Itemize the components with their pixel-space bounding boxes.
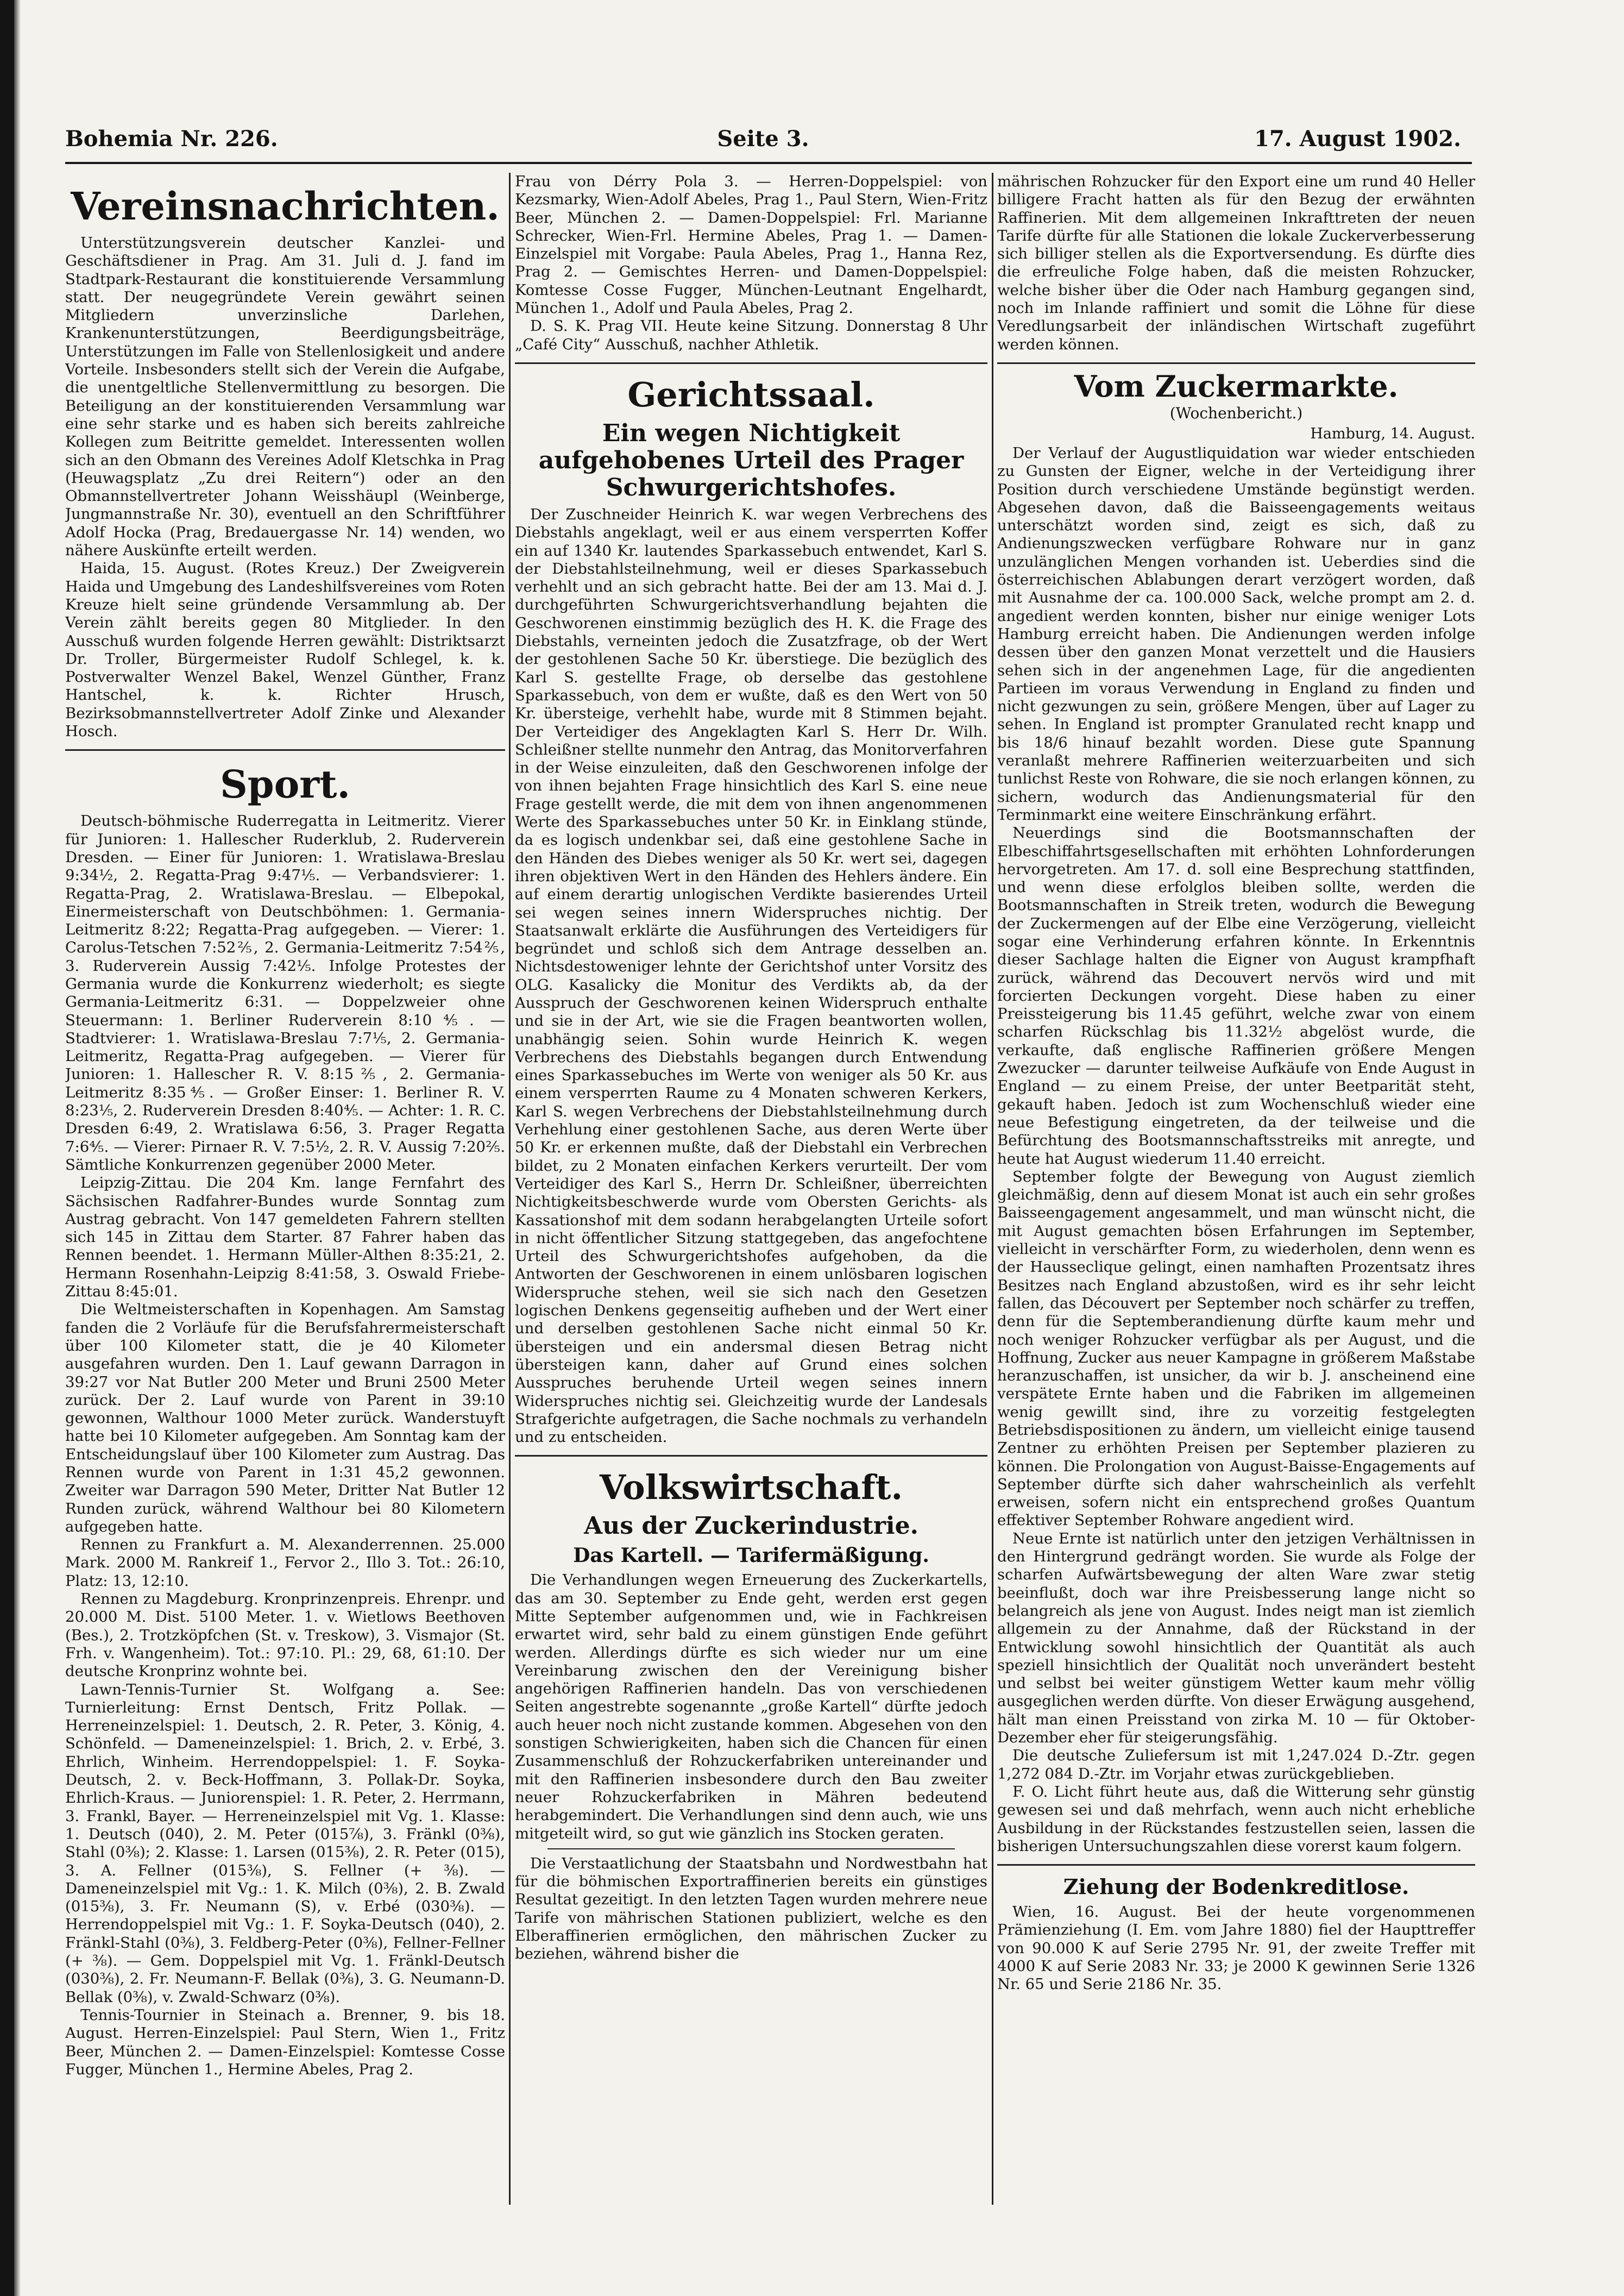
zuckermarkt-p5: Die deutsche Zuliefersum ist mit 1,247.024 D.-Ztr. gegen 1,272 084 D.-Ztr. im Vorjahr etwas zurückgeblieben. [997, 1747, 1475, 1783]
article-headline-zuckerindustrie: Aus der Zuckerindustrie. [584, 1512, 918, 1540]
article-rennen-frankfurt: Rennen zu Frankfurt a. M. Alexanderrennen. 25.000 Mark. 2000 M. Rankreif 1., Fervor 2., Illo 3. Tot.: 26:10, Platz: 13, 12:10. [65, 1536, 505, 1590]
page-edge-shadow [0, 0, 14, 2296]
article-ziehung: Wien, 16. August. Bei der heute vorgenommenen Prämienziehung (I. Em. vom Jahre 1880) fiel der Haupttreffer von 90.000 K auf Serie 2795 Nr. 91, der zweite Treffer mit 4000 K auf Serie 2083 Nr. 33; je 2000 K gewinnen Serie 1326 Nr. 65 und Serie 2186 Nr. 35. [997, 1903, 1475, 1993]
section-title-zuckermarkt: Vom Zuckermarkte. [1074, 368, 1399, 404]
article-unterstuetzungsverein: Unterstützungsverein deutscher Kanzlei- und Geschäftsdiener in Prag. Am 31. Juli d. J. fand im Stadtpark-Restaurant die konstituierende Versammlung statt. Der neugegründete Verein gewährt seinen Mitgliedern unverzinsliche Darlehen, Krankenunterstützungen, Beerdigungsbeiträge, Unterstützungen im Falle von Stellenlosigkeit und andere Vorteile. Insbesonders stellt sich der Verein die Aufgabe, die unentgeltliche Stellenvermittlung zu besorgen. Die Beteiligung an der konstituierenden Versammlung war eine sehr starke und es haben sich bereits zahlreiche Kollegen zum Beitritte gemeldet. Interessenten wollen sich an den Obmann des Vereines Adolf Kletschka in Prag (Heuwagsplatz „Zu drei Reitern“) oder an den Obmannstellvertreter Johann Weisshäupl (Weinberge, Jungmannstraße Nr. 30), eventuell an den Schriftführer Adolf Hocka (Prag, Bredauergasse Nr. 14) wenden, wo nähere Auskünfte erteilt werden. [65, 234, 505, 560]
section-title-ziehung: Ziehung der Bodenkreditlose. [1063, 1874, 1409, 1899]
header-date: 17. August 1902. [1254, 126, 1461, 152]
section-divider [515, 362, 987, 364]
section-divider [515, 1455, 987, 1457]
section-divider [997, 362, 1475, 364]
column-2 [515, 173, 987, 2205]
header-rule [65, 162, 1472, 164]
header-page-number: Seite 3. [717, 126, 809, 152]
article-tennis-steinach: Tennis-Tournier in Steinach a. Brenner, 9. bis 18. August. Herren-Einzelspiel: Paul Stern, Wien 1., Fritz Beer, München 2. — Damen-Einzelspiel: Komtesse Cosse Fugger, München 1., Hermine Abeles, Prag 2. [65, 2006, 505, 2078]
article-gerichtssaal-body: Der Zuschneider Heinrich K. war wegen Verbrechens des Diebstahls angeklagt, weil er aus einem versperrten Koffer ein auf 1340 Kr. lautendes Sparkassebuch entwendet, Karl S. der Diebstahlsteilnehmung, weil er dieses Sparkassebuch verhehlt und an sich gebracht hatte. Bei der am 13. Mai d. J. durchgeführten Schwurgerichtsverhandlung bejahten die Geschworenen einstimmig bezüglich des H. K. die Frage des Diebstahls, verneinten jedoch die Zusatzfrage, ob der Wert der gestohlenen Sache 50 Kr. überstiege. Die bezüglich des Karl S. gestellte Frage, ob derselbe das gestohlene Sparkassebuch, von dem er wußte, daß es den Wert von 50 Kr. übersteige, verhehlt habe, wurde mit 8 Stimmen bejaht. Der Verteidiger des Angeklagten Karl S. Herr Dr. Wilh. Schleißner stellte nunmehr den Antrag, das Monitorverfahren in der Weise einzuleiten, daß den Geschworenen infolge der von ihnen bejahten Frage hinsichtlich des Karl S. eine neue Frage gestellt werde, die mit dem von ihnen angenommenen Werte des Sparkassebuches unter 50 Kr. in Einklang stünde, da es logisch undenkbar sei, daß eine gestohlene Sache in den Händen des Diebes weniger als 50 Kr. wert sei, dagegen ihren objektiven Wert in den Händen des Hehlers ändere. Ein auf einem derartig unlogischen Verdikte basierendes Urteil sei wegen seines innern Widerspruches nichtig. Der Staatsanwalt erklärte die Ausführungen des Verteidigers für begründet und schloß sich dem Antrage desselben an. Nichtsdestoweniger lehnte der Gerichtshof unter Vorsitz des OLG. Kasalicky die Monitur des Verdikts ab, da der Ausspruch der Geschworenen keinen Widerspruch enthalte und sie in der Art, wie sie die Fragen beantworten wollen, unabhängig seien. Sohin wurde Heinrich K. wegen Verbrechens des Diebstahls begangen durch Entwendung eines Sparkassebuches im Werte von weniger als 50 Kr. aus einem versperrten Raume zu 4 Monaten schweren Kerkers, Karl S. wegen Verbrechens der Diebstahlsteilnehmung durch Verhehlung einer gestohlenen Sache, aus deren Werte über 50 Kr. er erkennen mußte, daß der Diebstahl ein Verbrechen bildet, zu 2 Monaten einfachen Kerkers verurteilt. Der vom Verteidiger des Karl S., Herrn Dr. Schleißner, überreichten Nichtigkeitsbeschwerde wurde vom Obersten Gerichts- als Kassationshof mit dem sodann herabgelangten Urteile sofort in nicht öffentlicher Sitzung stattgegeben, das angefochtene Urteil des Schwurgerichtshofes aufgehoben, da die Antworten der Geschworenen in einem unlösbaren logischen Widerspruche stehen, weil sie sich nach den Gesetzen logischen Denkens gegenseitig aufheben und der Wert einer und derselben gestohlenen Sache nicht einmal 50 Kr. übersteigen und ein andersmal diesen Betrag nicht übersteigen kann, daher auf Grund eines solchen Ausspruches beruhende Urteil wegen seines innern Widerspruches nichtig sei. Gleichzeitig wurde der Landesals Strafgerichte aufgetragen, die Sache nochmals zu verhandeln und zu entscheiden. [515, 505, 987, 1446]
page-edge-gradient [14, 0, 21, 2296]
section-divider [997, 1864, 1475, 1866]
section-divider [65, 749, 505, 751]
column-rule-1 [509, 173, 511, 2205]
article-divider [547, 1848, 955, 1849]
zuckermarkt-p2: Neuerdings sind die Bootsmannschaften der Elbeschiffahrtsgesellschaften mit erhöhten Lohnforderungen hervorgetreten. Am 17. d. soll eine Besprechung stattfinden, und wenn diese erfolglos bleiben sollte, werden die Bootsmannschaften in Streik treten, wodurch die Bewegung der Zuckermengen auf der Elbe eine Verzögerung, vielleicht sogar eine Verhinderung erfahren könnte. In Erkenntnis dieser Sachlage halten die Eigner von August krampfhaft zurück, während das Decouvert nervös wird und mit forcierten Deckungen vorgeht. Diese haben zu einer Preissteigerung bis 11.45 geführt, welche zwar von einem scharfen Rückschlag bis 11.32½ abgelöst wurde, die verkaufte, daß englische Raffinerien größere Mengen Zwezucker — darunter teilweise Aufkäufe von Ende August in England — zu einem Preise, der unter Beetparität steht, gekauft haben. Jedoch ist zum Wochenschluß wieder eine neue Befestigung eingetreten, da der teilweise und die Befürchtung des Bootsmannschaftsstreiks mit anregte, und heute hat August wiederum 11.40 erreicht. [997, 824, 1475, 1168]
article-tennis-continued: Frau von Dérry Pola 3. — Herren-Doppelspiel: von Kezsmarky, Wien-Adolf Abeles, Prag 1., Paul Stern, Wien-Fritz Beer, München 2. — Damen-Doppelspiel: Frl. Marianne Schrecker, Wien-Frl. Hermine Abeles, Prag 1. — Damen-Einzelspiel mit Vorgabe: Paula Abeles, Prag 1., Hanna Rez, Prag 2. — Gemischtes Herren- und Damen-Doppelspiel: Komtesse Cosse Fugger, München-Leutnant Engelhardt, München 1., Adolf und Paula Abeles, Prag 2. [515, 173, 987, 317]
zuckermarkt-p3: September folgte der Bewegung von August ziemlich gleichmäßig, denn auf diesem Monat ist auch ein sehr großes Baisseengagement angesammelt, und man wünscht nicht, die mit August gemachten bösen Erfahrungen im September, vielleicht in verschärfter Form, zu wiederholen, denn wenn es der Hausseclique gelingt, einen namhaften Prozentsatz ihres Besitzes nach England abzustoßen, wird es ihr sehr leicht fallen, das Découvert per September noch schärfer zu treffen, denn für die Septemberandienung dürfte kaum mehr und noch weniger Rohzucker verfügbar als per August, und die Hoffnung, Zucker aus neuer Kampagne in größerem Maßstabe heranzuschaffen, ist unsicher, da wir b. J. anscheinend eine verspätete Ernte haben und die Fabriken im allgemeinen wenig gewillt sind, ihre zu vorzeitig festgelegten Betriebsdispositionen zu ändern, um vielleicht einige tausend Zentner zu erhöhten Preisen per September plazieren zu können. Die Prolongation von August-Baisse-Engagements auf September dürfte sich daher wahrscheinlich als verfehlt erweisen, sofern nicht ein entsprechend großes Quantum effektiver September Rohware angedient wird. [997, 1168, 1475, 1529]
article-haida: Haida, 15. August. (Rotes Kreuz.) Der Zweigverein Haida und Umgebung des Landeshilfsvereines vom Roten Kreuze hielt seine gründende Versammlung ab. Der Verein zählt bereits gegen 80 Mitglieder. In den Ausschuß wurden folgende Herren gewählt: Distriktsarzt Dr. Troller, Bürgermeister Rudolf Schlegel, k. k. Postverwalter Wenzel Bakel, Wenzel Günther, Franz Hantschel, k. k. Richter Hrusch, Bezirksobmannstellvertreter Adolf Zinke und Alexander Hosch. [65, 560, 505, 741]
section-title-volkswirtschaft: Volkswirtschaft. [599, 1467, 903, 1508]
page-header [65, 121, 1461, 159]
zuckermarkt-subtitle: (Wochenbericht.) [1169, 404, 1303, 422]
section-title-gerichtssaal: Gerichtssaal. [627, 374, 875, 415]
zuckermarkt-p6: F. O. Licht führt heute aus, daß die Witterung sehr günstig gewesen sei und daß mehrfach, wenn auch nicht erhebliche Ausbildung in der Rückstandes festzustellen seien, lassen die bisherigen Untersuchungszahlen diese vorerst kaum folgern. [997, 1783, 1475, 1855]
article-dsk-prag: D. S. K. Prag VII. Heute keine Sitzung. Donnerstag 8 Uhr „Café City“ Ausschuß, nachher Athletik. [515, 317, 987, 353]
article-tennis-wolfgang: Lawn-Tennis-Turnier St. Wolfgang a. See: Turnierleitung: Ernst Dentsch, Fritz Pollak. — Herreneinzelspiel: 1. Deutsch, 2. R. Peter, 3. König, 4. Schönfeld. — Dameneinzelspiel: 1. Brich, 2. v. Erbé, 3. Ehrlich, Winheim. Herrendoppelspiel: 1. F. Soyka-Deutsch, 2. v. Beck-Hoffmann, 3. Pollak-Dr. Soyka, Ehrlich-Kraus. — Juniorenspiel: 1. R. Peter, 2. Herrmann, 3. Frankl, Bayer. — Herreneinzelspiel mit Vg. 1. Klasse: 1. Deutsch (040), 2. M. Peter (015⅞), 3. Fränkl (0⅜), Stahl (0⅜); 2. Klasse: 1. Larsen (015⅜), 2. R. Peter (015), 3. A. Fellner (015⅜), S. Fellner (+ ⅜). — Dameneinzelspiel mit Vg.: 1. K. Milch (0⅜), 2. B. Zwald (015⅜), 3. Fr. Neumann (S), v. Erbé (030⅜). — Herrendoppelspiel mit Vg.: 1. F. Soyka-Deutsch (040), 2. Fränkl-Stahl (0⅜), 3. Feldberg-Peter (0⅜), Fellner-Fellner (+ ⅜). — Gem. Doppelspiel mit Vg. 1. Fränkl-Deutsch (030⅜), 2. Fr. Neumann-F. Bellak (0⅜), 3. G. Neumann-D. Bellak (0⅜), v. Zwald-Schwarz (0⅜). [65, 1680, 505, 2006]
article-leipzig-zittau: Leipzig-Zittau. Die 204 Km. lange Fernfahrt des Sächsischen Radfahrer-Bundes wurde Sonntag zum Austrag gebracht. Von 147 gemeldeten Fahrern stellten sich 145 in Zittau dem Starter. 87 Fahrer haben das Rennen beendet. 1. Hermann Müller-Althen 8:35:21, 2. Hermann Rosenhahn-Leipzig 8:41:58, 3. Oswald Friebe-Zittau 8:45:01. [65, 1174, 505, 1301]
article-rennen-magdeburg: Rennen zu Magdeburg. Kronprinzenpreis. Ehrenpr. und 20.000 M. Dist. 5100 Meter. 1. v. Wietlows Beethoven (Bes.), 2. Trotzköpfchen (St. v. Treskow), 3. Vismajor (St. Frh. v. Wangenheim). Tot.: 97:10. Pl.: 29, 68, 61:10. Der deutsche Kronprinz wohnte bei. [65, 1590, 505, 1680]
article-zuckerkartell: Die Verhandlungen wegen Erneuerung des Zuckerkartells, das am 30. September zu Ende geht, werden erst gegen Mitte September aufgenommen und, wie in Fachkreisen erwartet wird, sehr bald zu einem günstigen Ende geführt werden. Allerdings dürfte es sich wieder nur um eine Vereinbarung zwischen den der Vereinigung bisher angehörigen Raffinerien handeln. Das von verschiedenen Seiten angestrebte sogenannte „große Kartell“ dürfte jedoch auch heuer noch nicht zustande kommen. Abgesehen von den sonstigen Schwierigkeiten, haben sich die Chancen für einen Zusammenschluß der Rohzuckerfabriken untereinander und mit den Raffinerien insbesondere durch den Bau zweiter neuer Rohzuckerfabriken in Mähren bedeutend herabgemindert. Die Verhandlungen sind denn auch, wie uns mitgeteilt wird, so gut wie gänzlich ins Stocken geraten. [515, 1571, 987, 1842]
section-title-vereinsnachrichten: Vereinsnachrichten. [71, 184, 500, 229]
zuckermarkt-dateline: Hamburg, 14. August. [1310, 425, 1475, 442]
article-headline-urteil: Ein wegen Nichtigkeit aufgehobenes Urteil des Prager Schwurgerichtshofes. [538, 419, 964, 501]
article-verstaatlichung: Die Verstaatlichung der Staatsbahn und Nordwestbahn hat für die böhmischen Exportraffinerien bereits ein günstiges Resultat gezeitigt. In den letzten Tagen wurden mehrere neue Tarife von mährischen Stationen publiziert, welche es den Elberaffinerien ermöglichen, den mährischen Zucker zu beziehen, während bisher die [515, 1854, 987, 1963]
column-rule-2 [992, 173, 993, 2205]
column-3 [997, 173, 1475, 2205]
article-weltmeisterschaften: Die Weltmeisterschaften in Kopenhagen. Am Samstag fanden die 2 Vorläufe für die Berufsfahrermeisterschaft über 100 Kilometer statt, die je 40 Kilometer ausgefahren wurden. Den 1. Lauf gewann Darragon in 39:27 vor Nat Butler 200 Meter und Bruni 2500 Meter zurück. Der 2. Lauf wurde von Parent in 39:10 gewonnen, Walthour 1000 Meter zurück. Wanderstuyft hatte bei 10 Kilometer aufgegeben. Am Sonntag kam der Entscheidungslauf über 100 Kilometer zum Austrag. Das Rennen wurde von Parent in 1:31 45,2 gewonnen. Zweiter war Darragon 590 Meter, Dritter Nat Butler 12 Runden zurück, während Walthour bei 80 Kilometern aufgegeben hatte. [65, 1301, 505, 1535]
zuckermarkt-p1: Der Verlauf der Augustliquidation war wieder entschieden zu Gunsten der Eigner, welche in der Verteidigung ihrer Position durch verschiedene Umstände begünstigt werden. Abgesehen davon, daß die Baisseengagements weitaus unterschätzt worden sind, zeigt es sich, daß zu Andienungszwecken verfügbare Rohware nur in ganz unzulänglichen Mengen vorhanden ist. Ueberdies sind die österreichischen Ablabungen derart verzögert worden, daß mit Ausnahme der ca. 100.000 Sack, welche prompt am 2. d. angedient werden konnten, bisher nur einige weniger Lots Hamburg erreicht haben. Die Andienungen werden infolge dessen über den ganzen Monat verzettelt und die Hausiers sehen sich in der angenehmen Lage, für die angedienten Partieen im voraus Verwendung in England zu finden und nicht gezwungen zu sein, größere Mengen, über auf Lager zu sehen. In England ist prompter Granulated recht knapp und bis 18/6 hinauf bezahlt worden. Diese gute Spannung veranlaßt mehrere Raffinerien weiterzuarbeiten und sich tunlichst Reste von Rohware, die sie noch erlangen können, zu sichern, wodurch das Andienungsmaterial für den Terminmarkt eine weitere Einschränkung erfährt. [997, 444, 1475, 824]
section-title-sport: Sport. [220, 762, 350, 807]
zuckermarkt-p4: Neue Ernte ist natürlich unter den jetzigen Verhältnissen in den Hintergrund gedrängt worden. Sie wurde als Folge der scharfen Aufwärtsbewegung der alten Ware zwar stetig beeinflußt, doch war ihre Preisbesserung lange nicht so belangreich als jene von August. Indes neigt man ist ziemlich allgemein zu der Annahme, daß der Rückstand in der Entwicklung sowohl hinsichtlich der Quantität als auch speziell hinsichtlich der Qualität noch unverändert besteht und selbst bei weiter günstigem Wetter kaum mehr völlig ausgeglichen werden dürfte. Von dieser Erwägung ausgehend, hält man einen Preisstand von zirka M. 10 — für Oktober-Dezember eher für steigerungsfähig. [997, 1529, 1475, 1747]
article-verstaatlichung-continued: mährischen Rohzucker für den Export eine um rund 40 Heller billigere Fracht hatten als für den Bezug der erwähnten Raffinerien. Mit dem allgemeinen Inkrafttreten der neuen Tarife dürfte für alle Stationen die lokale Zuckerverbesserung sich billiger stellen als die Exportversendung. Es dürfte dies die erfreuliche Folge haben, daß die meisten Rohzucker, welche bisher über die Oder nach Hamburg gegangen sind, noch im Inlande raffiniert und somit die Löhne für diese Veredlungsarbeit der inländischen Wirtschaft zugeführt werden können. [997, 173, 1475, 353]
header-issue: Bohemia Nr. 226. [65, 126, 278, 152]
article-subheadline-kartell: Das Kartell. — Tarifermäßigung. [573, 1544, 929, 1567]
article-ruderregatta: Deutsch-böhmische Ruderregatta in Leitmeritz. Vierer für Junioren: 1. Hallescher Ruderklub, 2. Ruderverein Dresden. — Einer für Junioren: 1. Wratislawa-Breslau 9:34½, 2. Regatta-Prag 9:47⅕. — Verbandsvierer: 1. Regatta-Prag, 2. Wratislawa-Breslau. — Elbepokal, Einermeisterschaft von Deutschböhmen: 1. Germania-Leitmeritz 8:22; Regatta-Prag aufgegeben. — Vierer: 1. Carolus-Tetschen 7:52⅖, 2. Germania-Leitmeritz 7:54⅖, 3. Ruderverein Aussig 7:42⅕. Infolge Protestes der Germania wurde die Konkurrenz wiederholt; es siegte Germania-Leitmeritz 6:31. — Doppelzweier ohne Steuermann: 1. Berliner Ruderverein 8:10⅘. — Stadtvierer: 1. Wratislawa-Breslau 7:7⅕, 2. Germania-Leitmeritz, Regatta-Prag aufgegeben. — Vierer für Junioren: 1. Hallescher R. V. 8:15⅖, 2. Germania-Leitmeritz 8:35⅘. — Großer Einser: 1. Berliner R. V. 8:23⅕, 2. Ruderverein Dresden 8:40⅘. — Achter: 1. R. C. Dresden 6:49, 2. Wratislawa 6:56, 3. Prager Regatta 7:6⅘. — Vierer: Pirnaer R. V. 7:5½, 2. R. V. Aussig 7:20⅖. Sämtliche Konkurrenzen gegenüber 2000 Meter. [65, 812, 505, 1174]
column-1 [65, 173, 505, 2205]
